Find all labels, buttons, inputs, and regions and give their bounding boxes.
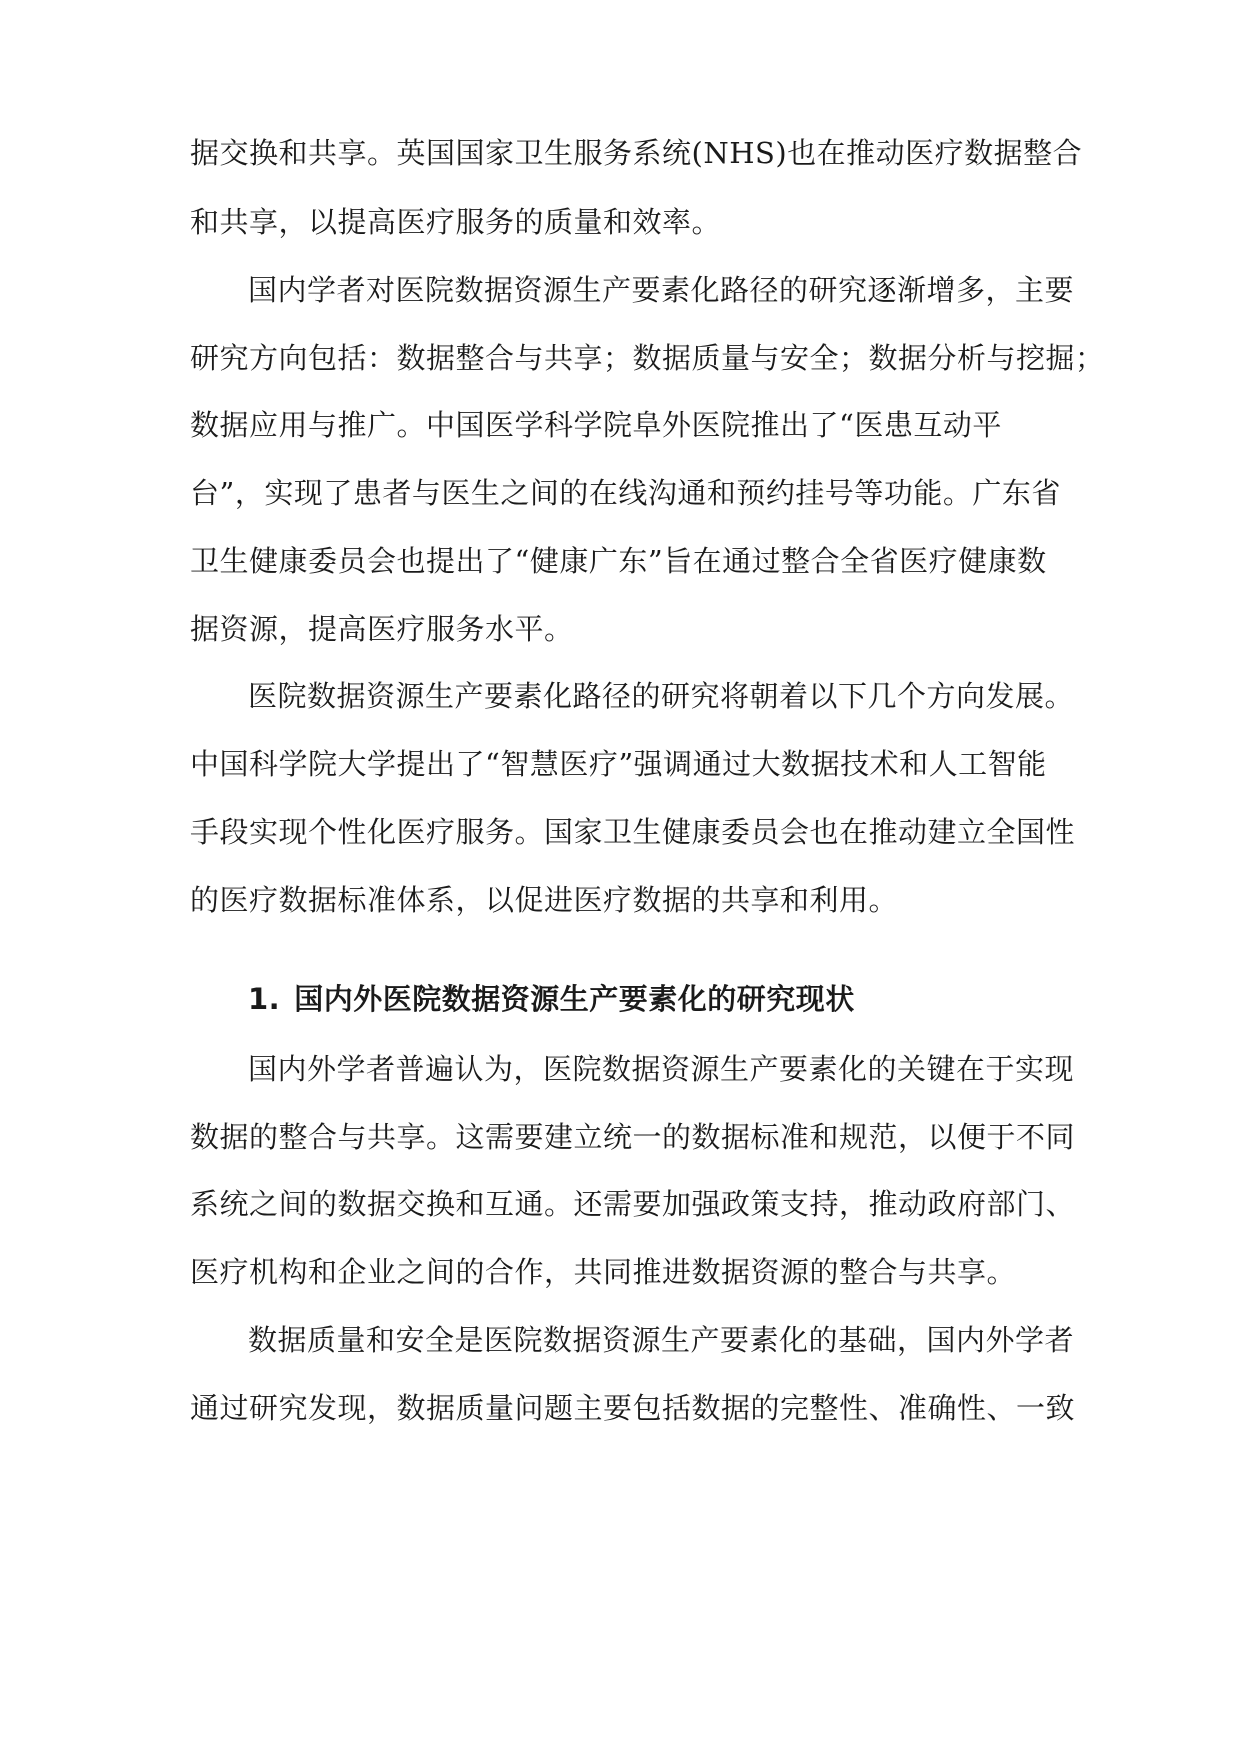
section-number: 1. bbox=[248, 982, 281, 1016]
text-line: 医疗机构和企业之间的合作，共同推进数据资源的整合与共享。 bbox=[190, 1255, 1017, 1289]
section-heading bbox=[248, 979, 855, 1019]
text-line: 手段实现个性化医疗服务。国家卫生健康委员会也在推动建立全国性 bbox=[190, 815, 1076, 849]
text-line: 台”，实现了患者与医生之间的在线沟通和预约挂号等功能。广东省 bbox=[190, 476, 1061, 510]
text-line: 中国科学院大学提出了“智慧医疗”强调通过大数据技术和人工智能 bbox=[190, 747, 1047, 781]
text-line: 系统之间的数据交换和互通。还需要加强政策支持，推动政府部门、 bbox=[190, 1187, 1076, 1221]
text-line: 据资源，提高医疗服务水平。 bbox=[190, 612, 574, 646]
text-line: 的医疗数据标准体系，以促进医疗数据的共享和利用。 bbox=[190, 883, 899, 917]
text-line: 研究方向包括：数据整合与共享；数据质量与安全；数据分析与挖掘； bbox=[190, 341, 1105, 375]
text-line: 数据的整合与共享。这需要建立统一的数据标准和规范，以便于不同 bbox=[190, 1120, 1076, 1154]
text-line: 国内外学者普遍认为，医院数据资源生产要素化的关键在于实现 bbox=[248, 1052, 1075, 1086]
text-line: 卫生健康委员会也提出了“健康广东”旨在通过整合全省医疗健康数 bbox=[190, 544, 1047, 578]
text-line: 数据应用与推广。中国医学科学院阜外医院推出了“医患互动平 bbox=[190, 408, 1002, 442]
text-line: 和共享，以提高医疗服务的质量和效率。 bbox=[190, 205, 722, 239]
text-line: 通过研究发现，数据质量问题主要包括数据的完整性、准确性、一致 bbox=[190, 1391, 1076, 1425]
text-line: 国内学者对医院数据资源生产要素化路径的研究逐渐增多，主要 bbox=[248, 273, 1075, 307]
text-line: 数据质量和安全是医院数据资源生产要素化的基础，国内外学者 bbox=[248, 1323, 1075, 1357]
text-line: 据交换和共享。英国国家卫生服务系统(NHS)也在推动医疗数据整合 bbox=[190, 136, 1083, 170]
section-title: 国内外医院数据资源生产要素化的研究现状 bbox=[294, 982, 855, 1016]
text-line: 医院数据资源生产要素化路径的研究将朝着以下几个方向发展。 bbox=[248, 679, 1075, 713]
